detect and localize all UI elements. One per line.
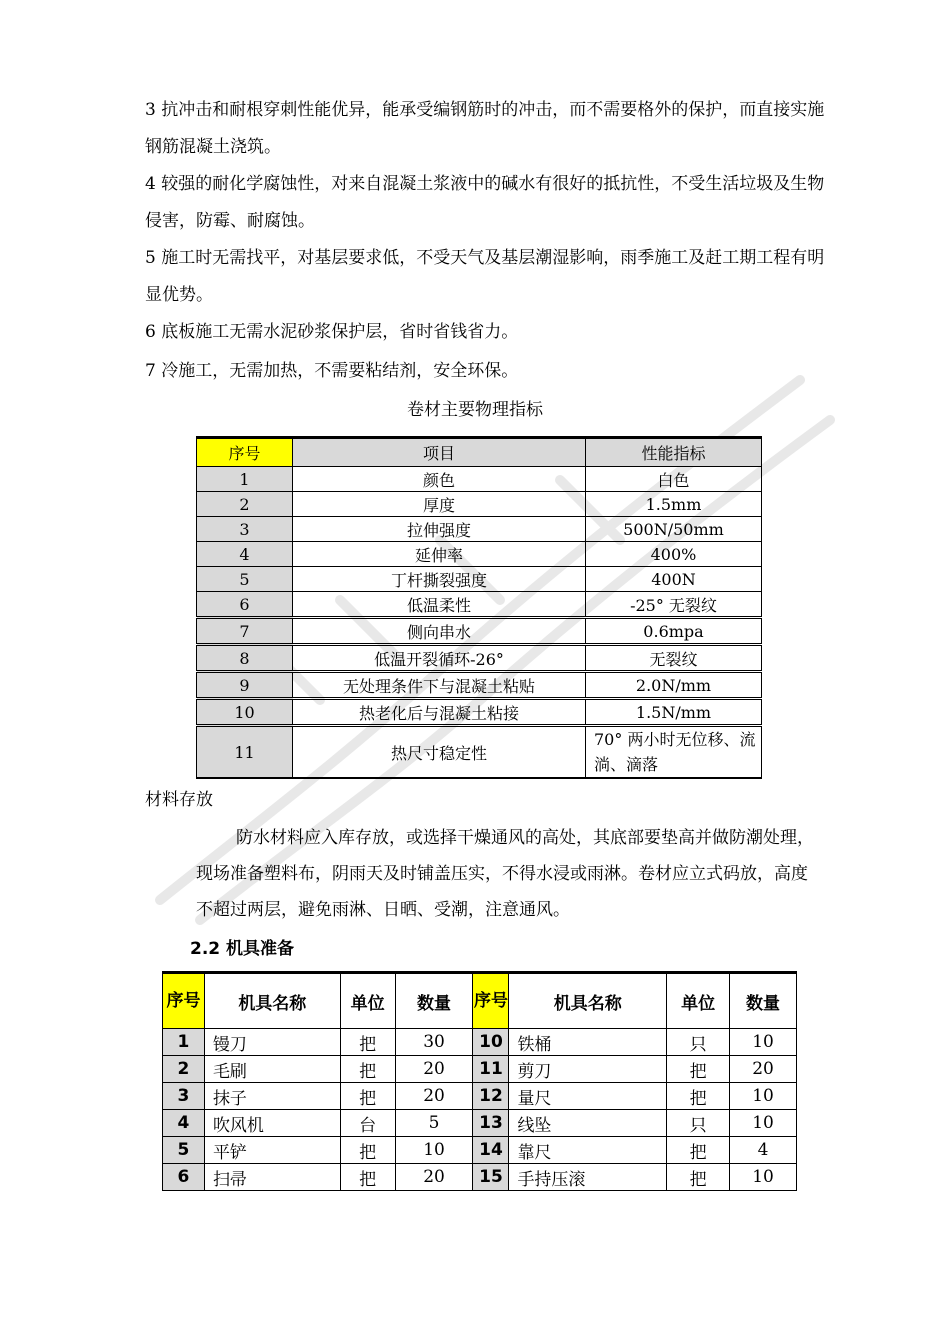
table-cell: 只 [667,1110,730,1137]
table-row [163,1164,797,1191]
table-cell: 白色 [586,467,762,492]
table-cell: 把 [667,1164,730,1191]
table-row [197,645,762,672]
table-cell: 3 [197,517,293,542]
header-cell: 机具名称 [204,973,340,1029]
table-cell: 10 [730,1164,797,1191]
header-cell: 序号 [473,973,509,1029]
table-row [163,1029,797,1056]
table-cell: 热尺寸稳定性 [293,726,586,779]
table-cell: 把 [340,1164,395,1191]
table-cell: 30 [395,1029,473,1056]
table-cell: 20 [395,1056,473,1083]
header-cell: 单位 [340,973,395,1029]
table-cell: 5 [395,1110,473,1137]
table-cell: 6 [197,592,293,618]
table-cell: -25° 无裂纹 [586,592,762,618]
table-cell: 7 [197,618,293,645]
table-cell: 10 [730,1029,797,1056]
table-cell: 3 [163,1083,205,1110]
table-cell: 手持压滚 [509,1164,667,1191]
table-header-row [163,973,797,1029]
header-cell: 序号 [163,973,205,1029]
table-cell: 12 [473,1083,509,1110]
table-cell: 1 [197,467,293,492]
table-row [197,618,762,645]
table-cell: 无裂纹 [586,645,762,672]
storage-paragraph: 防水材料应入库存放，或选择干燥通风的高处，其底部要垫高并做防潮处理，现场准备塑料布，阴雨天及时铺盖压实，不得水浸或雨淋。卷材应立式码放，高度不超过两层，避免雨淋、日晒、受潮，注意通风。 [196,828,814,920]
table-row [197,517,762,542]
table-cell: 剪刀 [509,1056,667,1083]
table-cell: 5 [197,567,293,592]
table-cell: 11 [197,726,293,779]
table-cell: 11 [473,1056,509,1083]
table-cell: 4 [730,1137,797,1164]
table-row [163,1083,797,1110]
table-row [197,699,762,726]
table-cell: 扫帚 [204,1164,340,1191]
table-cell: 20 [395,1083,473,1110]
table-cell: 10 [730,1110,797,1137]
table-cell: 0.6mpa [586,618,762,645]
table-cell: 颜色 [293,467,586,492]
table-cell: 4 [163,1110,205,1137]
header-cell: 性能指标 [586,438,762,467]
paragraph-5: 5 施工时无需找平，对基层要求低，不受天气及基层潮湿影响，雨季施工及赶工期工程有明显优势。 [145,248,825,305]
table-cell: 2 [197,492,293,517]
table-cell: 10 [395,1137,473,1164]
table-cell: 5 [163,1137,205,1164]
table-cell: 平铲 [204,1137,340,1164]
table-cell: 10 [473,1029,509,1056]
table-cell: 把 [340,1083,395,1110]
paragraph-6: 6 底板施工无需水泥砂浆保护层，省时省钱省力。 [145,322,519,342]
table-cell: 量尺 [509,1083,667,1110]
table-row [197,592,762,618]
table-row [197,672,762,699]
table-cell: 抹子 [204,1083,340,1110]
table-cell: 只 [667,1029,730,1056]
table-cell: 把 [340,1137,395,1164]
table-cell: 1 [163,1029,205,1056]
table-cell: 毛刷 [204,1056,340,1083]
table-cell: 15 [473,1164,509,1191]
table-cell: 厚度 [293,492,586,517]
table-row [197,467,762,492]
header-cell: 数量 [730,973,797,1029]
table-row [197,542,762,567]
header-cell: 项目 [293,438,586,467]
table-cell: 把 [340,1056,395,1083]
table-header-row [197,438,762,467]
header-cell: 序号 [197,438,293,467]
table-cell: 吹风机 [204,1110,340,1137]
table-cell: 无处理条件下与混凝土粘贴 [293,672,586,699]
table-cell: 线坠 [509,1110,667,1137]
table-cell: 500N/50mm [586,517,762,542]
header-cell: 数量 [395,973,473,1029]
table-cell: 低温开裂循环-26° [293,645,586,672]
table-row [197,492,762,517]
table-cell: 13 [473,1110,509,1137]
paragraph-7: 7 冷施工，无需加热，不需要粘结剂，安全环保。 [145,361,519,381]
table-row [197,726,762,779]
table-cell: 70° 两小时无位移、流淌、滴落 [586,726,762,779]
table-cell: 镘刀 [204,1029,340,1056]
table-cell: 侧向串水 [293,618,586,645]
table-cell: 丁杆撕裂强度 [293,567,586,592]
table-cell: 台 [340,1110,395,1137]
table-cell: 铁桶 [509,1029,667,1056]
table-cell: 把 [340,1029,395,1056]
table-cell: 把 [667,1056,730,1083]
section-title: 2.2 机具准备 [190,939,295,959]
table-cell: 把 [667,1083,730,1110]
storage-heading: 材料存放 [145,790,213,810]
paragraph-3: 3 抗冲击和耐根穿刺性能优异，能承受编钢筋时的冲击，而不需要格外的保护，而直接实施钢筋混凝土浇筑。 [145,100,825,157]
table-cell: 2 [163,1056,205,1083]
table-cell: 20 [395,1164,473,1191]
table-cell: 1.5N/mm [586,699,762,726]
header-cell: 机具名称 [509,973,667,1029]
physical-properties-table [196,436,762,779]
header-cell: 单位 [667,973,730,1029]
table-row [163,1110,797,1137]
paragraph-4: 4 较强的耐化学腐蚀性，对来自混凝土浆液中的碱水有很好的抵抗性，不受生活垃圾及生物侵害，防霉、耐腐蚀。 [145,174,825,231]
table-cell: 400% [586,542,762,567]
table-cell: 20 [730,1056,797,1083]
table-cell: 4 [197,542,293,567]
table-row [163,1056,797,1083]
table-cell: 14 [473,1137,509,1164]
table-cell: 1.5mm [586,492,762,517]
table-cell: 热老化后与混凝土粘接 [293,699,586,726]
table-cell: 靠尺 [509,1137,667,1164]
table-caption: 卷材主要物理指标 [407,400,543,420]
table-cell: 把 [667,1137,730,1164]
table-cell: 2.0N/mm [586,672,762,699]
table-row [163,1137,797,1164]
table-cell: 10 [197,699,293,726]
table-cell: 400N [586,567,762,592]
table-row [197,567,762,592]
table-cell: 低温柔性 [293,592,586,618]
table-cell: 拉伸强度 [293,517,586,542]
tools-table [162,971,797,1191]
table-cell: 8 [197,645,293,672]
table-cell: 10 [730,1083,797,1110]
table-cell: 延伸率 [293,542,586,567]
table-cell: 9 [197,672,293,699]
table-cell: 6 [163,1164,205,1191]
